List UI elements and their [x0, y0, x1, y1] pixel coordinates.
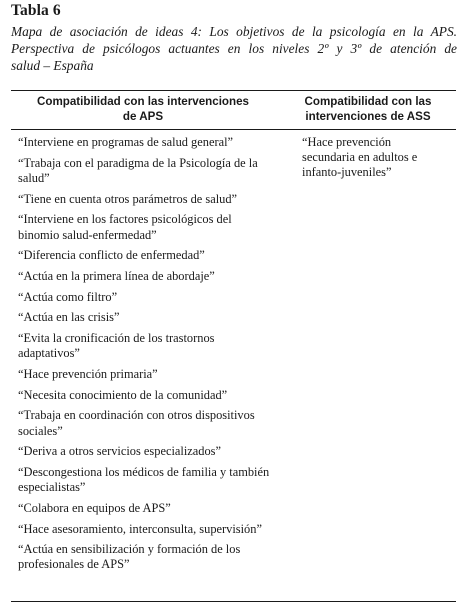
list-item: [18, 501, 288, 516]
list-item-line: “Evita la cronificación de los trastornos: [18, 331, 215, 346]
header-line: intervenciones de ASS: [305, 109, 431, 123]
list-item-line: infanto-juveniles”: [302, 165, 392, 180]
list-item: [18, 248, 288, 263]
table-bottom-rule: [11, 601, 456, 602]
list-item-line: “Actúa en sensibilización y formación de los: [18, 542, 241, 557]
list-item-line: “Tiene en cuenta otros parámetros de salud”: [18, 191, 238, 206]
list-item: [18, 156, 288, 186]
header-aps-compatibility: [20, 95, 266, 124]
list-item-line: sociales”: [18, 423, 63, 438]
ass-items-column: [302, 135, 452, 181]
list-item: [18, 310, 288, 325]
list-item: [18, 331, 288, 361]
header-line: Compatibilidad con las intervenciones: [37, 95, 249, 108]
list-item-line: “Interviene en los factores psicológicos del: [18, 212, 232, 227]
caption-line: Mapa de asociación de ideas 4: Los objetivos de la psicología en la APS.: [11, 24, 457, 39]
list-item-line: “Hace prevención: [302, 135, 392, 149]
list-item-line: adaptativos”: [18, 346, 80, 361]
list-item-line: salud”: [18, 170, 50, 185]
caption-line: Perspectiva de psicólogos actuantes en los niveles 2º y 3º de atención de: [11, 41, 457, 56]
list-item-line: “Hace asesoramiento, interconsulta, supervisión”: [18, 521, 262, 536]
list-item-line: “Trabaja con el paradigma de la Psicología de la: [18, 155, 258, 170]
list-item-line: “Actúa como filtro”: [18, 289, 118, 304]
list-item: [18, 135, 288, 150]
list-item-line: especialistas”: [18, 480, 86, 495]
list-item-line: binomio salud-enfermedad”: [18, 227, 157, 242]
list-item-line: “Actúa en la primera línea de abordaje”: [18, 268, 215, 283]
caption-line: salud – España: [11, 58, 94, 73]
table-label: Tabla 6: [11, 2, 61, 19]
list-item-line: “Diferencia conflicto de enfermedad”: [18, 248, 205, 263]
table-caption: [11, 23, 457, 74]
list-item: [18, 542, 288, 572]
list-item: [18, 408, 288, 438]
list-item: [18, 290, 288, 305]
list-item-line: profesionales de APS”: [18, 557, 130, 572]
list-item-line: “Descongestiona los médicos de familia y también: [18, 464, 270, 479]
list-item-line: “Colabora en equipos de APS”: [18, 500, 171, 515]
list-item: [18, 212, 288, 242]
list-item: [18, 444, 288, 459]
list-item: [18, 367, 288, 382]
list-item: [18, 522, 288, 537]
list-item-line: secundaria en adultos e: [302, 150, 418, 165]
list-item-line: “Actúa en las crisis”: [18, 310, 120, 325]
list-item: [18, 388, 288, 403]
list-item-line: “Trabaja en coordinación con otros dispositivos: [18, 408, 255, 423]
table-top-rule: [11, 90, 456, 91]
list-item: [18, 465, 288, 495]
aps-items-column: [18, 135, 288, 578]
header-line: Compatibilidad con las: [304, 95, 432, 108]
list-item-line: “Deriva a otros servicios especializados”: [18, 444, 221, 459]
list-item: [18, 269, 288, 284]
list-item: [18, 192, 288, 207]
header-rule: [11, 129, 456, 130]
header-line: de APS: [122, 109, 164, 123]
list-item-line: “Hace prevención primaria”: [18, 366, 158, 381]
header-ass-compatibility: [296, 95, 440, 124]
list-item: [302, 135, 452, 181]
list-item-line: “Interviene en programas de salud general”: [18, 135, 234, 149]
list-item-line: “Necesita conocimiento de la comunidad”: [18, 387, 228, 402]
